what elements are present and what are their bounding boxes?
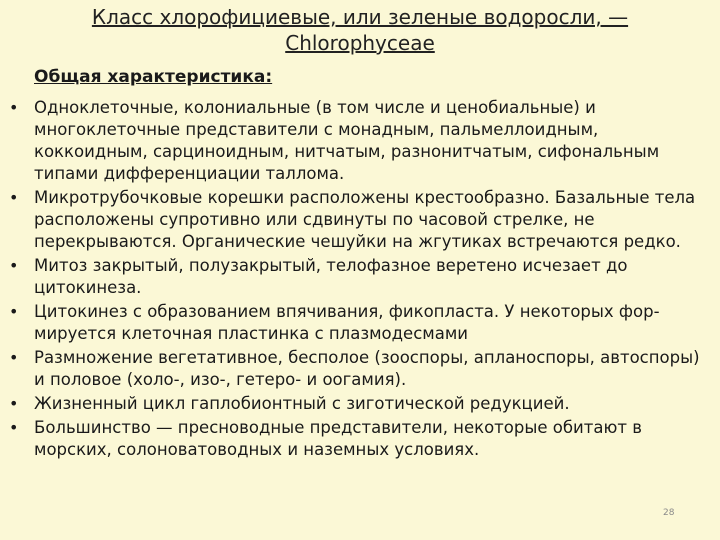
- page-number: 28: [663, 508, 675, 518]
- list-item: [0, 187, 720, 253]
- list-item-text: Митоз закрытый, полузакрытый, телофазное веретено исчезает до цитокинеза.: [34, 256, 628, 297]
- list-item-text: Одноклеточные, колониальные (в том числе и ценобиальные) и многоклеточные представители с монадным, пальмеллоидным, коккоидным, сарциноидным, нитчатым, разнонитчатым, сифональным типами дифференциации таллома.: [34, 98, 660, 183]
- list-item: [0, 393, 720, 415]
- bullet-icon: •: [9, 256, 19, 275]
- list-item: [0, 301, 720, 345]
- section-subtitle: Общая характеристика:: [34, 67, 273, 87]
- bullet-icon: •: [9, 188, 19, 207]
- bullet-icon: •: [9, 394, 19, 413]
- bullet-icon: •: [9, 418, 19, 437]
- bullet-list: [0, 97, 720, 463]
- bullet-icon: •: [9, 302, 19, 321]
- list-item-text: Размножение вегетативное, бесполое (зооспоры, апланоспоры, автоспоры) и половое (холо-, изо-, гетеро- и оогамия).: [34, 348, 700, 389]
- slide-title: Класс хлорофициевые, или зеленые водоросли, — Chlorophyceae: [91, 5, 629, 55]
- list-item-text: Цитокинез с образованием впячивания, фикопласта. У некоторых фор-мируется клеточная пластинка с плазмодесмами: [34, 302, 660, 343]
- list-item-text: Большинство — пресноводные представители, некоторые обитают в морских, солоноватоводных и наземных условиях.: [34, 418, 642, 459]
- list-item: [0, 97, 720, 185]
- bullet-icon: •: [9, 348, 19, 367]
- bullet-icon: •: [9, 98, 19, 117]
- list-item: [0, 255, 720, 299]
- list-item-text: Жизненный цикл гаплобионтный с зиготической редукцией.: [34, 394, 570, 413]
- list-item: [0, 347, 720, 391]
- list-item-text: Микротрубочковые корешки расположены крестообразно. Базальные тела расположены супротивно или сдвинуты по часовой стрелке, не перекрываются. Органические чешуйки на жгутиках встречаются редко.: [34, 188, 696, 251]
- list-item: [0, 417, 720, 461]
